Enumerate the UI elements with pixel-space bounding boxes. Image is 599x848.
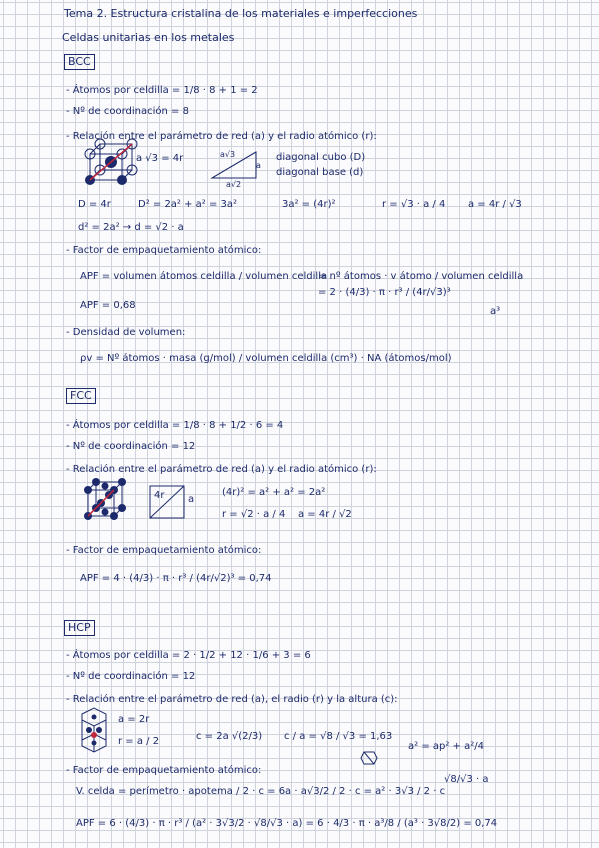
hcp-vceld-c: √8/√3 · a — [444, 774, 489, 785]
bcc-cube-figure — [78, 140, 138, 188]
hcp-apf-eq: APF = 6 · (4/3) · π · r³ / (a² · 3√3/2 · √8/√3 · a) = 6 · 4/3 · π · a³/8 / (a³ · 3√8/2) = 0,74 — [76, 818, 498, 829]
bcc-fig-a: a — [256, 161, 261, 170]
bcc-apf-right: = 2 · (4/3) · π · r³ / (4r/√3)³ — [318, 287, 451, 298]
hcp-relation: - Relación entre el parámetro de red (a), el radio (r) y la altura (c): — [66, 694, 398, 705]
fcc-eq-1: (4r)² = a² + a² = 2a² — [222, 487, 326, 498]
fcc-apf-eq: APF = 4 · (4/3) · π · r³ / (4r/√2)³ = 0,74 — [80, 573, 272, 584]
bcc-eq-a: a = 4r / √3 — [468, 199, 522, 210]
bcc-eq-a3: a √3 = 4r — [136, 153, 184, 164]
bcc-eq-r: r = √3 · a / 4 — [382, 199, 446, 210]
bcc-dens-title: - Densidad de volumen: — [66, 327, 186, 338]
page-title: Tema 2. Estructura cristalina de los materiales e imperfecciones — [64, 7, 418, 20]
fcc-fig-a: a — [188, 494, 195, 505]
bcc-apf-title: - Factor de empaquetamiento atómico: — [66, 245, 262, 256]
hexagon-icon — [360, 750, 378, 766]
fcc-eq-a: a = 4r / √2 — [298, 509, 352, 520]
hcp-atoms: - Átomos por celdilla = 2 · 1/2 + 12 · 1/6 + 3 = 6 — [66, 650, 311, 661]
bcc-atoms: - Átomos por celdilla = 1/8 · 8 + 1 = 2 — [66, 85, 258, 96]
hcp-eq-ca: c / a = √8 / √3 = 1,63 — [284, 731, 393, 742]
section-subtitle: Celdas unitarias en los metales — [62, 31, 235, 44]
fcc-apf-title: - Factor de empaquetamiento atómico: — [66, 545, 262, 556]
hcp-coord: - Nº de coordinación = 12 — [66, 671, 196, 682]
bcc-diag-cubo: diagonal cubo (D) — [276, 152, 366, 163]
fcc-coord: - Nº de coordinación = 12 — [66, 441, 196, 452]
fcc-relation: - Relación entre el parámetro de red (a) y el radio atómico (r): — [66, 464, 377, 475]
bcc-eq-D: D = 4r — [78, 199, 111, 210]
bcc-eq-3a2: 3a² = (4r)² — [282, 199, 336, 210]
fcc-fig-4r: 4r — [154, 490, 165, 501]
bcc-apf-a3: a³ — [490, 306, 501, 317]
bcc-label: BCC — [64, 54, 95, 70]
bcc-fig-a3: a√3 — [220, 150, 236, 159]
bcc-eq-D2: D² = 2a² + a² = 3a² — [138, 199, 238, 210]
bcc-diag-base: diagonal base (d) — [276, 167, 364, 178]
hcp-label: HCP — [64, 620, 95, 636]
bcc-apf-value: APF = 0,68 — [80, 300, 136, 311]
bcc-eq-d: d² = 2a² → d = √2 · a — [78, 222, 184, 233]
hcp-apf-title: - Factor de empaquetamiento atómico: — [66, 765, 262, 776]
bcc-dens-eq: ρv = Nº átomos · masa (g/mol) / volumen celdilla (cm³) · NA (átomos/mol) — [80, 353, 452, 364]
hcp-eq-a: a = 2r — [118, 714, 150, 725]
hcp-eq-ap: a² = ap² + a²/4 — [408, 741, 484, 752]
fcc-label: FCC — [66, 388, 96, 404]
bcc-apf-def: APF = volumen átomos celdilla / volumen celdilla — [80, 271, 328, 282]
hcp-eq-c: c = 2a √(2/3) — [196, 731, 263, 742]
fcc-eq-r: r = √2 · a / 4 — [222, 509, 286, 520]
fcc-cube-figure — [84, 478, 126, 520]
hcp-vceld: V. celda = perímetro · apotema / 2 · c = 6a · a√3/2 / 2 · c = a² · 3√3 / 2 · c — [76, 786, 446, 797]
bcc-coord: - Nº de coordinación = 8 — [66, 106, 189, 117]
hcp-prism-figure — [74, 706, 114, 754]
bcc-fig-a2: a√2 — [226, 180, 242, 189]
fcc-atoms: - Átomos por celdilla = 1/8 · 8 + 1/2 · 6 = 4 — [66, 420, 284, 431]
bcc-relation: - Relación entre el parámetro de red (a) y el radio atómico (r): — [66, 131, 377, 142]
hcp-eq-r: r = a / 2 — [118, 736, 160, 747]
bcc-apf-mid: = nº átomos · v átomo / volumen celdilla — [318, 271, 524, 282]
